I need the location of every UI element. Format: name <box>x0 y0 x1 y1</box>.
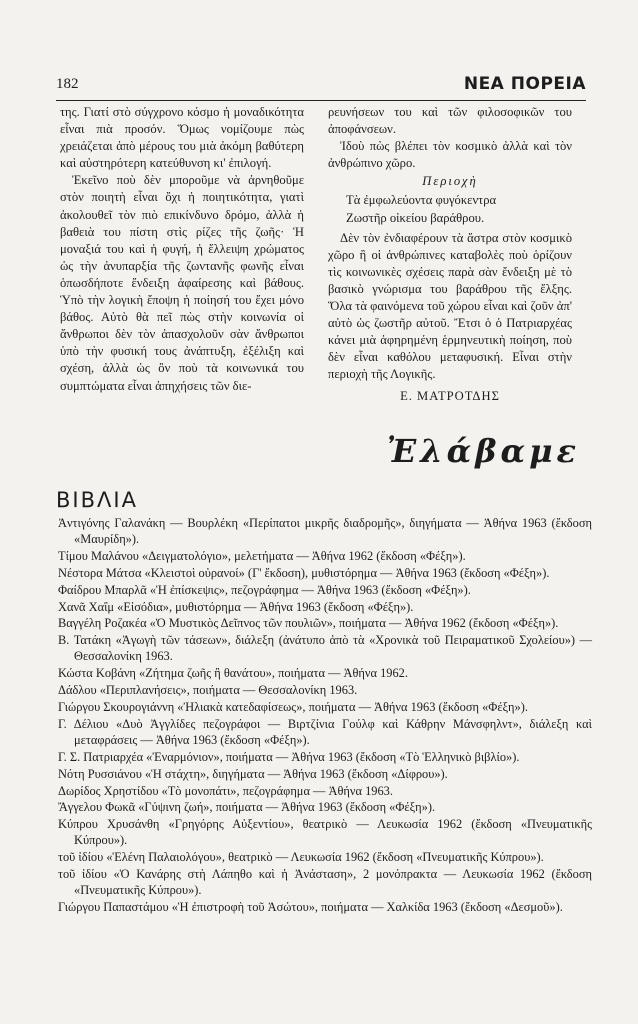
book-entry: Γιώργου Παπαστάμου «Ἡ ἐπιστροφὴ τοῦ Ἀσώτου», ποιήματα — Χαλκίδα 1963 (ἔκδοση «Δεσμοῦ»). <box>58 899 563 914</box>
book-entry: Νέστορα Μάτσα «Κλειστοὶ οὐρανοί» (Γ' ἔκδοση), μυθιστόρημα — Ἀθήνα 1963 (ἔκδοση «Φέξη»). <box>58 565 550 580</box>
book-entry: τοῦ ἰδίου «Ἑλένη Παλαιολόγου», θεατρικὸ — Λευκωσία 1962 (ἔκδοση «Πνευματικῆς Κύπρου»). <box>58 850 544 865</box>
article-paragraph: της. Γιατί στὸ σύγχρονο κόσμο ἡ μοναδικότητα εἶναι πιὰ προσόν. Ὅμως νομίζουμε πὼς χρειάζεται ἀπὸ μέρους του μιὰ ἀκόμη βαθύτερη καὶ αὐστηρότερη κατεύθυνση κι' ἐπιλογή. <box>60 105 304 171</box>
poem-line: Τὰ ἐμφωλεύοντα φυγόκεντρα <box>346 193 497 208</box>
book-entry: Κώστα Κοβάνη «Ζήτημα ζωῆς ἢ θανάτου», ποιήματα — Ἀθήνα 1962. <box>58 666 408 681</box>
book-entry: Β. Τατάκη «Ἀγωγὴ τῶν τάσεων», διάλεξη (ἀνάτυπο ἀπὸ τὰ «Χρονικὰ τοῦ Πειραματικοῦ Σχολείου») — Θεσσαλονίκη 1963. <box>58 633 592 664</box>
book-entry: Γ. Δέλιου «Δυὸ Ἀγγλίδες πεζογράφοι — Βιρτζίνια Γούλφ καὶ Κάθρην Μάνσφηλντ», διάλεξη καὶ μεταφράσεις — Ἀθήνα 1963 (ἔκδοση «Φέξη»). <box>58 716 592 747</box>
book-entry: Ἄγγελου Φωκᾶ «Γύψινη ζωή», ποιήματα — Ἀθήνα 1963 (ἔκδοση «Φέξη»). <box>58 800 436 815</box>
poem-line: Ζωστῆρ οἰκείου βαράθρου. <box>346 210 485 225</box>
book-entry: Κύπρου Χρυσάνθη «Γρηγόρης Αὐξεντίου», θεατρικὸ — Λευκωσία 1962 (ἔκδοση «Πνευματικῆς Κύπρου»). <box>58 817 592 848</box>
article-left-column <box>60 104 304 395</box>
book-entry: Βαγγέλη Ροζακέα «Ὁ Μυστικὸς Δεῖπνος τῶν πουλιῶν», ποιήματα — Ἀθήνα 1962 (ἔκδοση «Φέξη»). <box>58 616 559 631</box>
running-head: ΝΕΑ ΠΟΡΕΙΑ <box>463 74 586 94</box>
book-entry: Δωρίδος Χρηστίδου «Τὸ μονοπάτι», πεζογράφημα — Ἀθήνα 1963. <box>58 783 393 798</box>
book-entry: Τίμου Μαλάνου «Δειγματολόγιο», μελετήματα — Ἀθήνα 1962 (ἔκδοση «Φέξη»). <box>58 548 466 563</box>
book-entry: Φαίδρου Μπαρλᾶ «Ἡ ἐπίσκεψις», πεζογράφημα — Ἀθήνα 1963 (ἔκδοση «Φέξη»). <box>58 582 471 597</box>
header-rule <box>56 100 586 101</box>
article-paragraph: Ἐκεῖνο ποὺ δὲν μποροῦμε νὰ ἀρνηθοῦμε στὸν ποιητὴ εἶναι ὄχι ἡ ποιητικότητα, γιατὶ ἀκολουθεῖ τὸν πιὸ επικίνδυνο δρόμο, ἀλλὰ ἡ βαθειὰ του πίστη στὶς ρίζες τῆς ζωῆς· Ἡ μοναξιά του καὶ ἡ φυγή, ἡ ἔλλειψη χρώματος ὡς τὴν ἀνυπαρξία τῆς ζωντανῆς φωνῆς εἶναι ὁπωσδήποτε ἔνδειξη ἀφαίρεσης καὶ βάθους. Ὑπὸ τὴν λογικὴ ἔποψη ἡ ποίησή του ἔχει μόνο βάθος. Αὐτὸ θὰ πεῖ πὼς στὴν κοινωνία οἱ ἄνθρωποι δὲν τὸν ἀπασχολοῦν σὰν ἄνθρωποι ὑπὸ τὴν φυσική τους ἀνάπτυξη, ἐξέλιξη καὶ σχέση, ἀλλὰ ὡς ὂν ποὺ τὰ κοινωνικά του συμπτώματα εἶναι ἀπηχήσεις τῶν διε- <box>60 173 304 393</box>
section-title-received: Ἐλάβαμε <box>386 432 580 470</box>
article-right-column <box>328 104 572 405</box>
book-entry: Γ. Σ. Πατριαρχέα «Ἐναρμόνιον», ποιήματα — Ἀθήνα 1963 (ἔκδοση «Τὸ Ἑλληνικὸ βιβλίο»). <box>58 749 520 764</box>
book-entry: Δάδλου «Περιπλανήσεις», ποιήματα — Θεσσαλονίκη 1963. <box>58 683 358 698</box>
book-entry: Νότη Ρυσσιάνου «Ἡ στάχτη», διηγήματα — Ἀθήνα 1963 (ἔκδοση «Δίφρου»). <box>58 766 448 781</box>
article-paragraph: Ἰδοὺ πὼς βλέπει τὸν κοσμικὸ ἀλλὰ καὶ τὸν ἀνθρώπινο χῶρο. <box>328 139 572 171</box>
books-heading: ΒΙΒΛΙΑ <box>56 488 138 512</box>
article-paragraph: ρευνήσεων του καὶ τῶν φιλοσοφικῶν του ἀποφάνσεων. <box>328 105 572 137</box>
page-number: 182 <box>56 76 79 92</box>
book-entry: Ἀντιγόνης Γαλανάκη — Βουρλέκη «Περίπατοι μικρῆς διαδρομῆς», διηγήματα — Ἀθήνα 1963 (ἔκδοση «Μαυρίδη»). <box>58 516 592 546</box>
book-entry: Χανᾶ Χαΐμ «Εἰσόδια», μυθιστόρημα — Ἀθήνα 1963 (ἔκδοση «Φέξη»). <box>58 599 414 614</box>
poem-quote <box>328 192 572 226</box>
article-paragraph: Δὲν τὸν ἐνδιαφέρουν τὰ ἄστρα στὸν κοσμικὸ χῶρο ἢ οἱ ἀνθρώπινες καταβολὲς ποὺ ὁρίζουν τὶς κοινωνικὲς σχέσεις παρὰ σὰν ἔνδειξη μὲ τὸ βασικὸ γνώρισμα του βαράθρου τῆς ἔλξης. Ὅλα τὰ φαινόμενα τοῦ χώρου εἶναι καὶ ζοῦν ἀπ' αὐτὸ ὡς ζωστῆρ αὐτοῦ. Ἔτσι ὁ ὁ Πατριαρχέας κάνει μιὰ ἀφηρημένη ἑρμηνευτικὴ ποίηση, ποὺ δὲν εἶναι καθόλου μεταφυσική. Εἶναι στὴν περιοχὴ τῆς Λογικῆς. <box>328 230 572 382</box>
books-list <box>58 516 592 917</box>
page-header <box>56 72 586 96</box>
book-entry: τοῦ ἰδίου «Ὁ Κανάρης στὴ Λάπηθο καὶ ἡ Ἀνάσταση», 2 μονόπρακτα — Λευκωσία 1962 (ἔκδοση «Πνευματικῆς Κύπρου»). <box>58 867 592 897</box>
book-entry: Γιώργου Σκουρογιάννη «Ἠλιακὰ κατεδαφίσεως», ποιήματα — Ἀθήνα 1963 (ἔκδοση «Φέξη»). <box>58 699 528 714</box>
poem-title: Περιοχὴ <box>422 174 478 189</box>
author-signature: Ε. ΜΑΤΡΟΤΔΗΣ <box>400 388 500 403</box>
